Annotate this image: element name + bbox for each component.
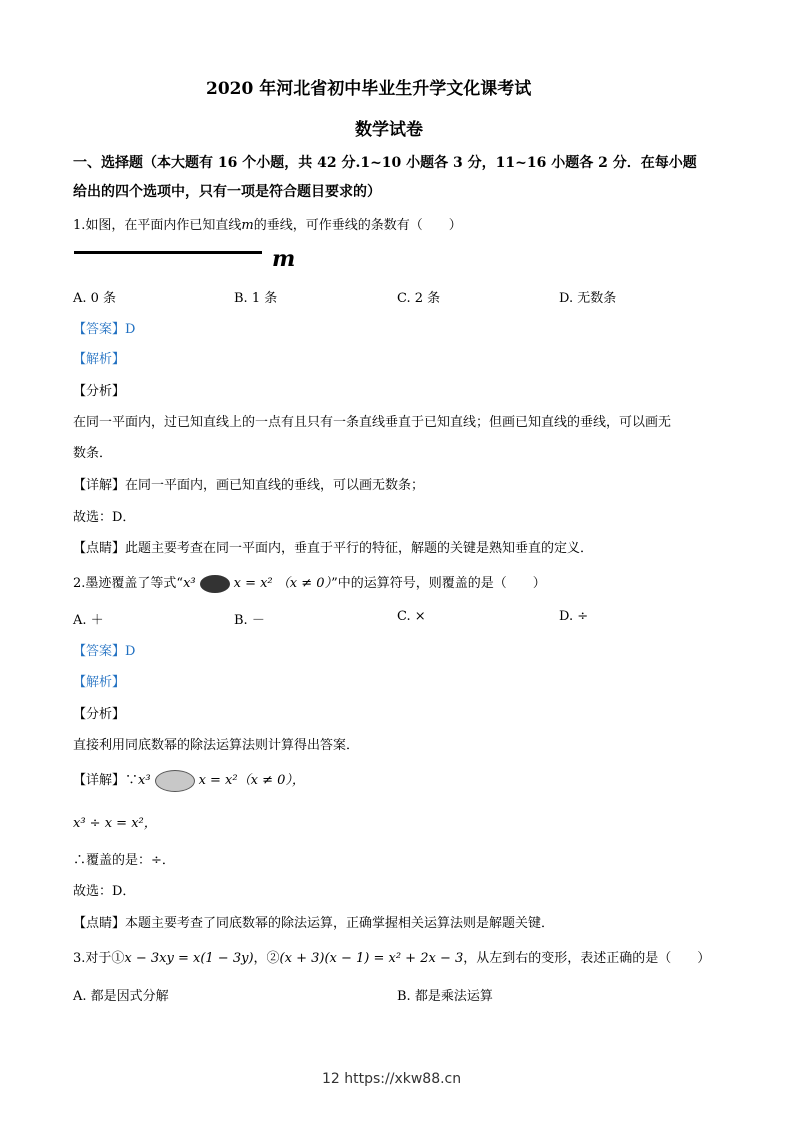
q3-stem-b: ，从左到右的变形，表述正确的是（ ） — [463, 951, 711, 966]
q1-jiexi: 【解析】 — [73, 352, 126, 367]
q1-option-d: D. 无数条 — [559, 291, 617, 306]
q2-option-a: A. ＋ — [73, 613, 104, 628]
q1-figure-line — [74, 251, 262, 254]
q2-formula: x³ ÷ x = x²， — [73, 816, 157, 831]
q3-stem-a: 3.对于① — [73, 951, 125, 966]
q2-answer: 【答案】D — [73, 644, 136, 659]
q1-fenxi: 【分析】 — [73, 384, 126, 399]
ink-blot-icon — [200, 575, 230, 593]
q1-stem-tail: 的垂线，可作垂线的条数有（ ） — [253, 218, 462, 233]
exam-title: 2020 年河北省初中毕业生升学文化课考试 — [206, 79, 532, 99]
q2-stem-cond: （x ≠ 0） — [276, 576, 332, 591]
q1-option-b: B. 1 条 — [234, 291, 278, 306]
q2-jiexi: 【解析】 — [73, 675, 126, 690]
q3-option-a: A. 都是因式分解 — [73, 989, 169, 1004]
q1-answer-text: 【答案】D — [73, 322, 136, 337]
section-heading-line2: 给出的四个选项中，只有一项是符合题目要求的） — [73, 184, 381, 200]
q2-choose: 故选：D． — [73, 884, 136, 899]
q1-answer — [73, 318, 135, 337]
q2-detail-eq: x = x² — [198, 773, 238, 788]
q2-option-d: D. ÷ — [559, 609, 589, 624]
q2-detail — [73, 769, 305, 792]
q1-stem-text: 1.如图，在平面内作已知直线 — [73, 218, 242, 233]
section-heading-line1: 一、选择题（本大题有 16 个小题，共 42 分.1~10 小题各 3 分，11~16 小题各 2 分．在每小题 — [73, 155, 697, 171]
q1-option-a: A. 0 条 — [73, 291, 117, 306]
q2-covered: ∴覆盖的是：÷． — [73, 853, 175, 868]
q2-detail-cond: （x ≠ 0）， — [237, 773, 305, 788]
q3-stem — [73, 947, 710, 966]
q2-detail-x3: x³ — [138, 773, 151, 788]
q3-expr2: (x + 3)(x − 1) = x² + 2x − 3 — [279, 951, 464, 966]
q1-detail: 【详解】在同一平面内，画已知直线的垂线，可以画无数条； — [73, 478, 425, 493]
q1-option-c: C. 2 条 — [397, 291, 441, 306]
q1-stem-var: m — [241, 218, 254, 233]
cover-ellipse-icon — [155, 770, 195, 792]
page-footer: 12 https://xkw88.cn — [322, 1071, 462, 1087]
q2-stem-x3: x³ — [183, 576, 196, 591]
q3-mid: ，② — [253, 951, 280, 966]
q1-stem — [73, 214, 462, 233]
q3-option-b: B. 都是乘法运算 — [397, 989, 493, 1004]
q1-figure-label: m — [272, 246, 296, 272]
q2-stem — [73, 572, 546, 593]
q2-fenxi: 【分析】 — [73, 707, 126, 722]
q2-option-c: C. × — [397, 609, 426, 624]
q3-expr1: x − 3xy = x(1 − 3y) — [124, 951, 254, 966]
exam-subtitle: 数学试卷 — [355, 120, 423, 140]
q2-stem-b: ”中的运算符号，则覆盖的是（ ） — [331, 576, 546, 591]
q2-stem-a: 2.墨迹覆盖了等式“ — [73, 576, 184, 591]
q2-stem-eq: x = x² — [233, 576, 273, 591]
q1-choose: 故选：D． — [73, 510, 136, 525]
q1-analysis-line1: 在同一平面内，过已知直线上的一点有且只有一条直线垂直于已知直线；但画已知直线的垂线，可以画无 — [73, 415, 672, 430]
q1-analysis-line2: 数条． — [73, 446, 113, 461]
q2-comment: 【点睛】本题主要考查了同底数幂的除法运算，正确掌握相关运算法则是解题关键． — [73, 916, 555, 931]
q1-comment: 【点睛】此题主要考查在同一平面内，垂直于平行的特征，解题的关键是熟知垂直的定义． — [73, 541, 594, 556]
q2-option-b: B. － — [234, 613, 265, 628]
q2-detail-a: 【详解】∵ — [73, 773, 139, 788]
q2-analysis: 直接利用同底数幂的除法运算法则计算得出答案． — [73, 738, 360, 753]
